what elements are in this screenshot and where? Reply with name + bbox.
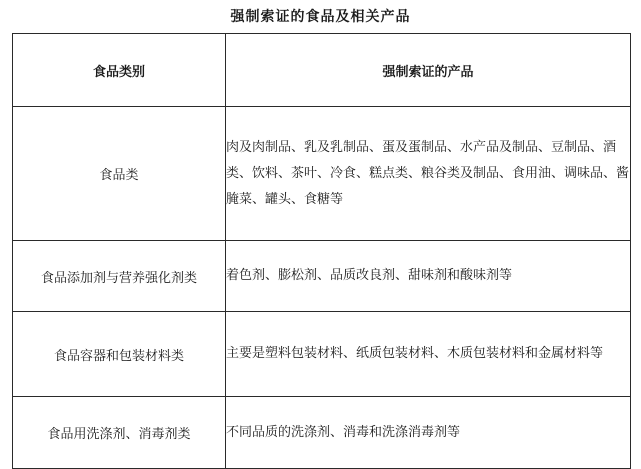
table-header-row — [13, 34, 631, 107]
header-food-category: 食品类别 — [13, 34, 226, 107]
page-title: 强制索证的食品及相关产品 — [230, 9, 411, 25]
products-cell: 着色剂、膨松剂、品质改良剂、甜味剂和酸味剂等 — [226, 241, 631, 312]
category-cell: 食品类 — [13, 107, 226, 241]
table-row — [13, 397, 631, 469]
products-cell: 不同品质的洗涤剂、消毒和洗涤消毒剂等 — [226, 397, 631, 469]
category-cell: 食品用洗涤剂、消毒剂类 — [13, 397, 226, 469]
table-row — [13, 107, 631, 241]
table-row — [13, 241, 631, 312]
products-cell: 肉及肉制品、乳及乳制品、蛋及蛋制品、水产品及制品、豆制品、酒类、饮料、茶叶、冷食、糕点类、粮谷类及制品、食用油、调味品、酱腌菜、罐头、食糖等 — [226, 107, 631, 241]
category-cell: 食品添加剂与营养强化剂类 — [13, 241, 226, 312]
header-mandatory-products: 强制索证的产品 — [226, 34, 631, 107]
category-cell: 食品容器和包装材料类 — [13, 312, 226, 397]
table-row — [13, 312, 631, 397]
product-table — [12, 33, 631, 469]
products-cell: 主要是塑料包装材料、纸质包装材料、木质包装材料和金属材料等 — [226, 312, 631, 397]
